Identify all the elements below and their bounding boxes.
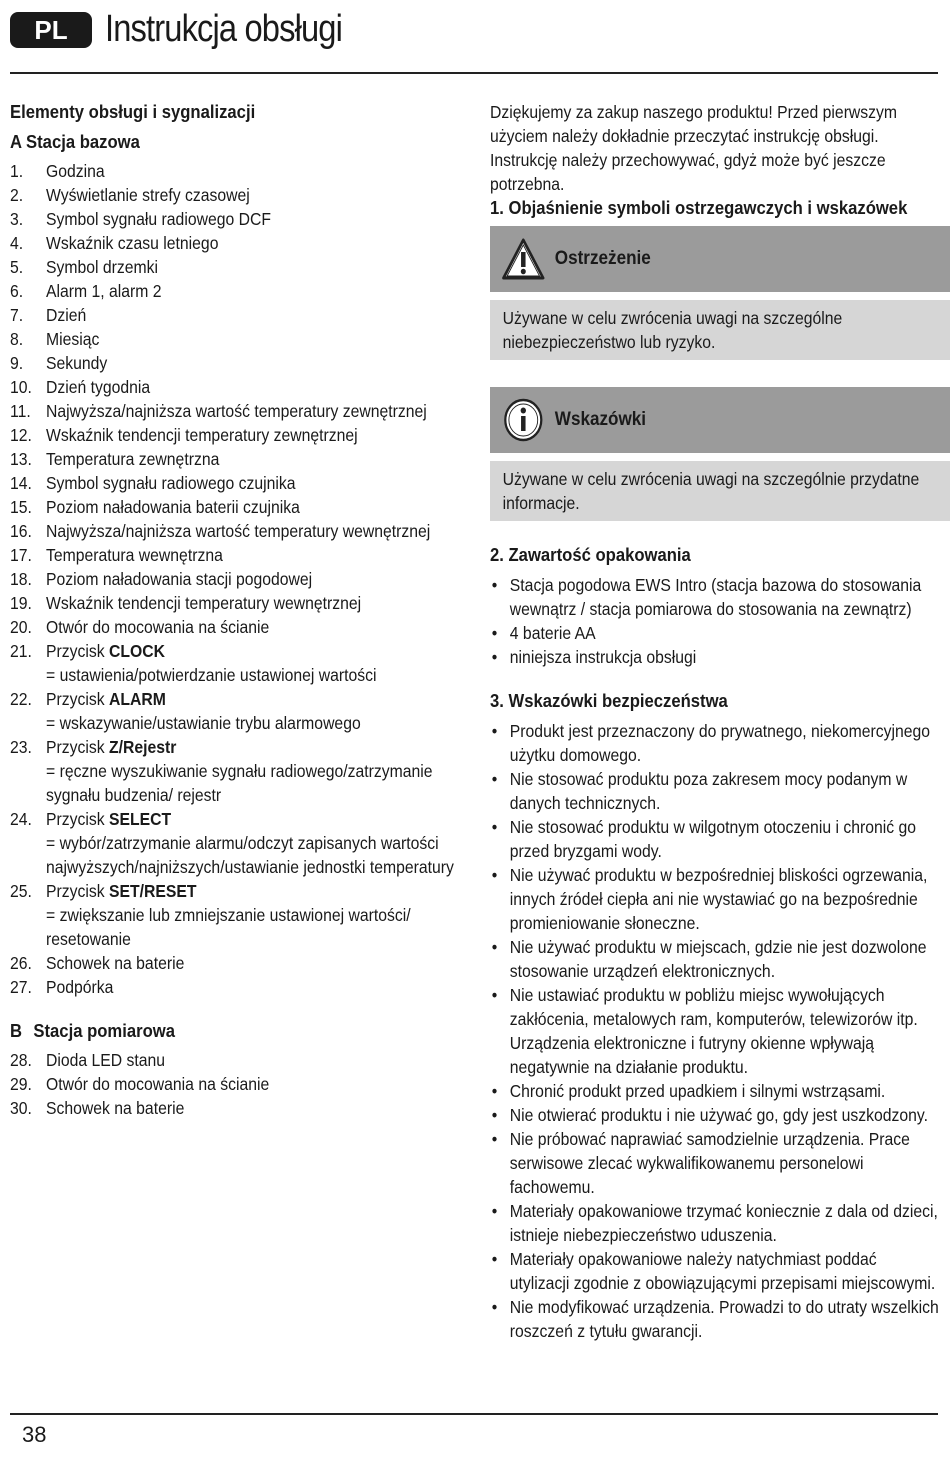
section-2-heading: 2. Zawartość opakowania (490, 544, 691, 565)
item-number: 15. (10, 497, 32, 517)
button-description: = ręczne wyszukiwanie sygnału radiowego/zatrzymanie sygnału budzenia/ rejestr (46, 761, 433, 805)
bullet-item: • Materiały opakowaniowe należy natychmiast poddać utylizacji zgodnie z obowiązującymi przepisami miejscowymi. (490, 1247, 940, 1295)
package-contents-list (490, 573, 940, 669)
item-text: Podpórka (46, 977, 114, 997)
list-item (10, 1048, 455, 1072)
button-description: = wybór/zatrzymanie alarmu/odczyt zapisanych wartości najwyższych/najniższych/ustawianie jednostki temperatury (46, 833, 454, 877)
item-text: Dzień tygodnia (46, 377, 151, 397)
item-number: 30. (10, 1098, 32, 1118)
bullet-item: • niniejsza instrukcja obsługi (490, 645, 940, 669)
item-text: Otwór do mocowania na ścianie (46, 1074, 270, 1094)
hint-box-header (490, 387, 950, 453)
item-text: Godzina (46, 161, 105, 181)
item-number: 8. (10, 329, 24, 349)
right-column (490, 100, 940, 1343)
item-text: Najwyższa/najniższa wartość temperatury wewnętrznej (46, 521, 431, 541)
item-text (46, 735, 455, 807)
item-number: 11. (10, 401, 31, 421)
button-prefix: Przycisk (46, 689, 109, 709)
item-number: 18. (10, 569, 32, 589)
controls-heading: Elementy obsługi i sygnalizacji (10, 101, 256, 122)
intro-text: Dziękujemy za zakup naszego produktu! Przed pierwszym użyciem należy dokładnie przeczytać instrukcję obsługi. Instrukcję należy przechowywać, gdyż może być jeszcze potrzebna. (490, 102, 898, 194)
list-item (10, 1072, 455, 1096)
item-text: Symbol drzemki (46, 257, 159, 277)
item-text: Wskaźnik tendencji temperatury wewnętrznej (46, 593, 362, 613)
bullet-item: • Nie używać produktu w bezpośredniej bliskości ogrzewania, innych źródeł ciepła ani nie wystawiać go na bezpośrednie promieniowanie słoneczne. (490, 863, 940, 935)
item-number: 5. (10, 257, 24, 277)
item-text: Alarm 1, alarm 2 (46, 281, 162, 301)
section-a-heading: A Stacja bazowa (10, 131, 140, 152)
bullet-item: • Nie otwierać produktu i nie używać go, gdy jest uszkodzony. (490, 1103, 940, 1127)
item-number: 14. (10, 473, 32, 493)
bullet-item: • Nie stosować produktu w wilgotnym otoczeniu i chronić go przed bryzgami wody. (490, 815, 940, 863)
button-prefix: Przycisk (46, 881, 109, 901)
button-key-name: ALARM (109, 689, 166, 709)
bullet-item: • Stacja pogodowa EWS Intro (stacja bazowa do stosowania wewnątrz / stacja pomiarowa do stosowania na zewnątrz) (490, 573, 940, 621)
page-header (10, 10, 938, 74)
item-number: 6. (10, 281, 24, 301)
item-text: Wskaźnik tendencji temperatury zewnętrznej (46, 425, 358, 445)
warning-box-header (490, 226, 950, 292)
list-item (10, 471, 455, 495)
bullet-item: • 4 baterie AA (490, 621, 940, 645)
item-text (46, 639, 455, 687)
base-station-list (10, 159, 455, 639)
list-item (10, 375, 455, 399)
list-item (10, 447, 455, 471)
button-description: = wskazywanie/ustawianie trybu alarmowego (46, 713, 361, 733)
button-prefix: Przycisk (46, 641, 109, 661)
button-item (10, 687, 455, 735)
warning-box-body: Używane w celu zwrócenia uwagi na szczególne niebezpieczeństwo lub ryzyko. (490, 300, 950, 360)
item-number: 27. (10, 977, 32, 997)
item-text: Sekundy (46, 353, 108, 373)
bullet-item: • Produkt jest przeznaczony do prywatnego, niekomercyjnego użytku domowego. (490, 719, 940, 767)
bullet-item: • Nie ustawiać produktu w pobliżu miejsc wywołujących zakłócenia, metalowych ram, komputerów, telewizorów itp. Urządzenia elektroniczne i futryny okienne wpływają negatywnie na działanie produktu. (490, 983, 940, 1079)
item-number: 25. (10, 881, 32, 901)
item-number: 13. (10, 449, 32, 469)
item-number: 21. (10, 641, 32, 661)
list-item (10, 207, 455, 231)
item-text: Dzień (46, 305, 87, 325)
button-key-name: CLOCK (109, 641, 165, 661)
item-text (46, 807, 455, 879)
button-item (10, 735, 455, 807)
bullet-item: • Nie modyfikować urządzenia. Prowadzi to do utraty wszelkich roszczeń z tytułu gwarancji. (490, 1295, 940, 1343)
item-text: Otwór do mocowania na ścianie (46, 617, 270, 637)
item-number: 24. (10, 809, 32, 829)
safety-list (490, 719, 940, 1343)
item-number: 10. (10, 377, 32, 397)
warning-label: Ostrzeżenie (554, 248, 651, 269)
button-description: = ustawienia/potwierdzanie ustawionej wartości (46, 665, 377, 685)
list-item (10, 351, 455, 375)
list-item (10, 231, 455, 255)
list-item (10, 423, 455, 447)
list-item (10, 495, 455, 519)
bullet-item: • Nie stosować produktu poza zakresem mocy podanym w danych technicznych. (490, 767, 940, 815)
button-description: = zwiększanie lub zmniejszanie ustawionej wartości/ resetowanie (46, 905, 411, 949)
bullet-item: • Materiały opakowaniowe trzymać koniecznie z dala od dzieci, istnieje niebezpieczeństwo uduszenia. (490, 1199, 940, 1247)
left-column (10, 100, 455, 1120)
info-circle-icon (501, 397, 546, 443)
item-number: 16. (10, 521, 32, 541)
button-item (10, 807, 455, 879)
warning-triangle-icon (501, 236, 546, 282)
list-item (10, 591, 455, 615)
section-b-heading (10, 1019, 455, 1043)
list-item (10, 159, 455, 183)
list-item (10, 1096, 455, 1120)
section-1-heading: 1. Objaśnienie symboli ostrzegawczych i wskazówek (490, 197, 908, 218)
header-divider (10, 72, 938, 74)
button-prefix: Przycisk (46, 737, 109, 757)
button-key-name: SET/RESET (109, 881, 197, 901)
base-station-list-end (10, 951, 455, 999)
list-item (10, 327, 455, 351)
item-text: Symbol sygnału radiowego czujnika (46, 473, 296, 493)
item-text: Wskaźnik czasu letniego (46, 233, 219, 253)
section-b-title: Stacja pomiarowa (33, 1020, 175, 1041)
hint-label: Wskazówki (554, 409, 647, 430)
item-number: 28. (10, 1050, 32, 1070)
button-key-name: SELECT (109, 809, 172, 829)
button-key-name: Z/Rejestr (109, 737, 177, 757)
item-text: Dioda LED stanu (46, 1050, 166, 1070)
list-item (10, 279, 455, 303)
item-number: 26. (10, 953, 32, 973)
item-number: 1. (10, 161, 24, 181)
sensor-list (10, 1048, 455, 1120)
list-item (10, 519, 455, 543)
item-number: 9. (10, 353, 24, 373)
item-text: Poziom naładowania baterii czujnika (46, 497, 300, 517)
page-title: Instrukcja obsługi (105, 8, 343, 50)
section-b-letter: B (10, 1020, 23, 1041)
item-number: 20. (10, 617, 32, 637)
list-item (10, 567, 455, 591)
item-text: Schowek na baterie (46, 953, 185, 973)
list-item (10, 303, 455, 327)
item-text: Miesiąc (46, 329, 100, 349)
list-item (10, 543, 455, 567)
hint-box-body: Używane w celu zwrócenia uwagi na szczególnie przydatne informacje. (490, 461, 950, 521)
item-text: Poziom naładowania stacji pogodowej (46, 569, 313, 589)
bullet-item: • Nie próbować naprawiać samodzielnie urządzenia. Prace serwisowe zlecać wykwalifikowanemu personelowi fachowemu. (490, 1127, 940, 1199)
buttons-list (10, 639, 455, 951)
page-number: 38 (22, 1422, 47, 1447)
item-number: 2. (10, 185, 24, 205)
list-item (10, 255, 455, 279)
section-3-heading: 3. Wskazówki bezpieczeństwa (490, 690, 728, 711)
item-number: 23. (10, 737, 32, 757)
item-text: Symbol sygnału radiowego DCF (46, 209, 271, 229)
item-text: Najwyższa/najniższa wartość temperatury zewnętrznej (46, 401, 427, 421)
button-item (10, 879, 455, 951)
button-prefix: Przycisk (46, 809, 109, 829)
item-text (46, 687, 455, 735)
language-badge: PL (10, 12, 92, 48)
bullet-item: • Chronić produkt przed upadkiem i silnymi wstrząsami. (490, 1079, 940, 1103)
item-text: Temperatura zewnętrzna (46, 449, 220, 469)
item-number: 19. (10, 593, 32, 613)
item-number: 4. (10, 233, 24, 253)
button-item (10, 639, 455, 687)
list-item (10, 951, 455, 975)
item-number: 3. (10, 209, 24, 229)
list-item (10, 615, 455, 639)
list-item (10, 399, 455, 423)
item-number: 7. (10, 305, 24, 325)
item-text: Temperatura wewnętrzna (46, 545, 223, 565)
item-number: 17. (10, 545, 32, 565)
bullet-item: • Nie używać produktu w miejscach, gdzie nie jest dozwolone stosowanie urządzeń elektronicznych. (490, 935, 940, 983)
item-text: Wyświetlanie strefy czasowej (46, 185, 250, 205)
list-item (10, 183, 455, 207)
item-number: 12. (10, 425, 32, 445)
item-number: 22. (10, 689, 32, 709)
item-number: 29. (10, 1074, 32, 1094)
item-text (46, 879, 455, 951)
footer-divider (10, 1413, 938, 1415)
list-item (10, 975, 455, 999)
item-text: Schowek na baterie (46, 1098, 185, 1118)
